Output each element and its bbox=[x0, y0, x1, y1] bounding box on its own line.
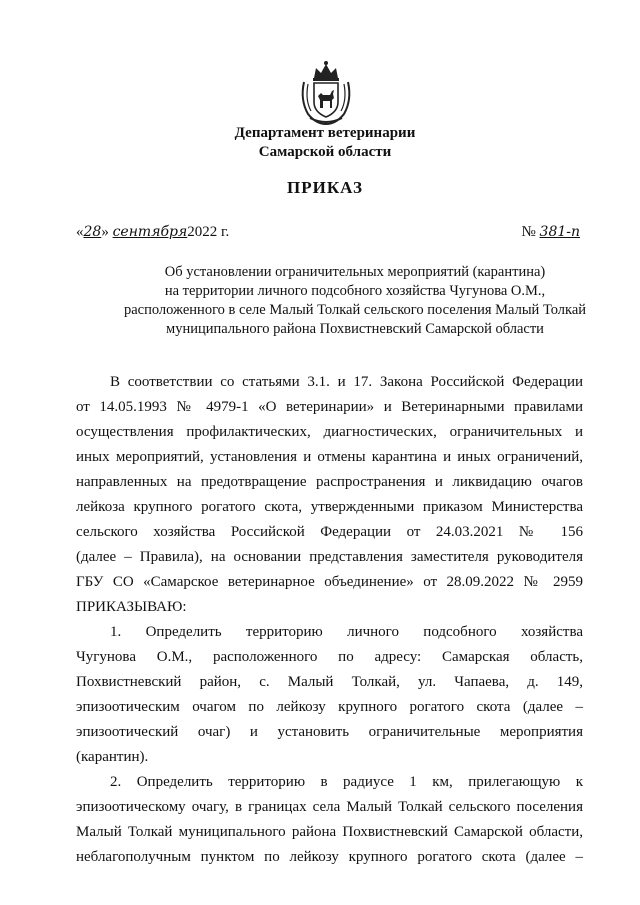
body-line: эпизоотическому очагу, в границах села Малый Толкай сельского поселения bbox=[76, 799, 583, 815]
body-line: Малый Толкай муниципального района Похвистневский Самарской области, bbox=[76, 824, 583, 840]
body-line: Похвистневский район, с. Малый Толкай, ул. Чапаева, д. 149, bbox=[76, 674, 583, 690]
body-line: эпизоотическим очагом по лейкозу крупного рогатого скота (далее – bbox=[76, 699, 583, 715]
body-line: направленных на предотвращение распространения и ликвидацию очагов bbox=[76, 474, 583, 490]
number-value: 381-п bbox=[539, 224, 580, 240]
date-open-quote: « bbox=[76, 224, 84, 240]
body-line: от 14.05.1993 № 4979-1 «О ветеринарии» и Ветеринарными правилами bbox=[76, 399, 583, 415]
body-line: лейкоза крупного рогатого скота, утвержденными приказом Министерства bbox=[76, 499, 583, 515]
body-line: сельского хозяйства Российской Федерации от 24.03.2021 № 156 bbox=[76, 524, 583, 540]
body-line: иных мероприятий, установления и отмены карантина и иных ограничений, bbox=[76, 449, 583, 465]
subject-line: Об установлении ограничительных мероприятий (карантина) bbox=[164, 264, 546, 280]
subject-line: муниципального района Похвистневский Самарской области bbox=[166, 321, 544, 337]
document-date bbox=[76, 224, 229, 241]
body-line: 1. Определить территорию личного подсобного хозяйства bbox=[110, 624, 583, 640]
subject-line: расположенного в селе Малый Толкай сельского поселения Малый Толкай bbox=[123, 302, 587, 318]
department-name-line1: Департамент ветеринарии bbox=[234, 125, 416, 141]
date-year: 2022 г. bbox=[187, 224, 230, 240]
number-prefix: № bbox=[521, 224, 536, 240]
body-line: Чугунова О.М., расположенного по адресу: Самарская область, bbox=[76, 649, 583, 665]
body-line: ГБУ СО «Самарское ветеринарное объединение» от 28.09.2022 № 2959 bbox=[76, 574, 583, 590]
samara-coat-of-arms-icon bbox=[296, 60, 356, 126]
date-day: 28 bbox=[83, 224, 102, 240]
document-subject bbox=[60, 263, 640, 339]
subject-line: на территории личного подсобного хозяйства Чугунова О.М., bbox=[164, 283, 546, 299]
document-number bbox=[521, 224, 580, 241]
body-line: (карантин). bbox=[76, 749, 149, 765]
document-title: ПРИКАЗ bbox=[287, 178, 363, 197]
body-line: (далее – Правила), на основании представления заместителя руководителя bbox=[76, 549, 583, 565]
date-close-quote: » bbox=[101, 224, 109, 240]
body-line: 2. Определить территорию в радиусе 1 км, прилегающую к bbox=[110, 774, 583, 790]
body-line: ПРИКАЗЫВАЮ: bbox=[76, 599, 187, 615]
department-name-line2: Самарской области bbox=[258, 144, 392, 160]
body-line: эпизоотический очаг) и установить ограничительные мероприятия bbox=[76, 724, 583, 740]
body-line: неблагополучным пунктом по лейкозу крупного рогатого скота (далее – bbox=[76, 849, 583, 865]
body-line: В соответствии со статьями 3.1. и 17. Закона Российской Федерации bbox=[110, 374, 583, 390]
body-line: осуществления профилактических, диагностических, ограничительных и bbox=[76, 424, 583, 440]
date-month: сентября bbox=[112, 224, 188, 240]
